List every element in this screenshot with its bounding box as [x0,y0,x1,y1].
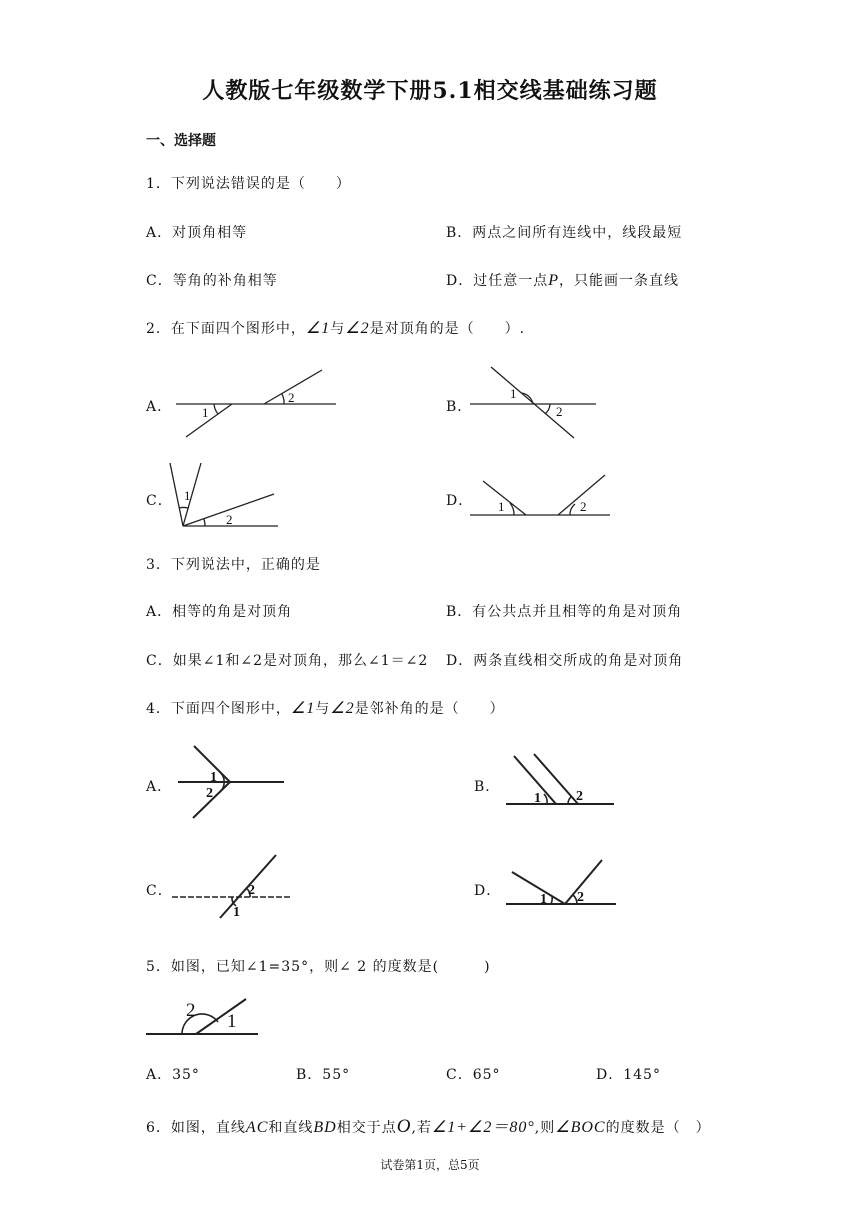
question-3-stem: 3．下列说法中，正确的是 [146,557,321,573]
section-heading: 一、选择题 [146,133,216,149]
q4-option-c[interactable]: C． [146,883,173,899]
q3-option-d[interactable]: D．两条直线相交所成的角是对顶角 [446,653,684,669]
q2b-label-1: 1 [510,386,517,401]
q6-p3: 相交于点 [336,1120,397,1136]
q2-angle-2: ∠2 [345,320,370,337]
q6-line-bd: BD [313,1119,337,1136]
q2a-label-1: 1 [202,405,209,420]
question-1-stem: 1．下列说法错误的是（ ） [146,176,351,192]
q5-option-a[interactable]: A．35° [146,1067,200,1083]
q4b-label-2: 2 [576,789,583,804]
q4c-label-2: 2 [248,883,255,898]
q2-option-a[interactable]: A． [146,399,173,415]
q2d-label-1: 1 [498,499,505,514]
q4b-label-1: 1 [534,791,541,806]
q1-option-d[interactable] [446,270,679,290]
q4a-label-1: 1 [210,770,217,785]
q6-p6: 的度数是（ ） [605,1120,711,1136]
q2-angle-1: ∠1 [305,320,331,337]
q4-option-a[interactable]: A． [146,779,173,795]
q2-option-c[interactable]: C． [146,493,173,509]
q2c-label-2: 2 [226,512,233,527]
q2-stem-post: 是对顶角的是（ ）. [369,321,526,337]
question-2-stem [146,318,525,338]
q4-angle-1: ∠1 [290,700,316,717]
page-footer: 试卷第1页，总5页 [380,1158,480,1172]
q4c-label-1: 1 [233,905,240,920]
q5-label-2: 2 [186,1000,196,1021]
q4a-label-2: 2 [206,786,213,801]
q3-option-a[interactable]: A．相等的角是对顶角 [146,604,293,620]
q1-d-pre: D．过任意一点 [446,273,549,289]
q2-stem-mid: 与 [330,321,346,337]
q5-label-1: 1 [227,1011,237,1032]
q4-stem-pre: 4．下面四个图形中， [146,701,291,717]
q3-option-c[interactable]: C．如果∠1和∠2是对顶角，那么∠1＝∠2 [146,653,429,669]
q1-d-var: P [548,272,560,289]
q4-option-d[interactable]: D． [474,883,502,899]
q2-option-b[interactable]: B． [446,399,473,415]
q6-p2: 和直线 [268,1120,314,1136]
question-6-stem [146,1114,711,1138]
q2c-label-1: 1 [184,488,191,503]
q6-p5: ,则 [534,1120,556,1136]
q2a-label-2: 2 [288,390,295,405]
q2-option-d[interactable]: D． [446,493,474,509]
q1-option-a[interactable]: A．对顶角相等 [146,225,248,241]
q5-option-c[interactable]: C．65° [446,1067,501,1083]
q2-stem-pre: 2．在下面四个图形中， [146,321,306,337]
q4-stem-post: 是邻补角的是（ ） [354,701,505,717]
question-5-stem: 5．如图，已知∠1=35°，则∠ 2 的度数是( ) [146,959,491,975]
q1-option-c[interactable]: C．等角的补角相等 [146,273,278,289]
page-title: 人教版七年级数学下册5.1相交线基础练习题 [202,78,658,104]
q5-option-d[interactable]: D．145° [596,1067,661,1083]
q4-option-b[interactable]: B． [474,779,501,795]
q1-option-b[interactable]: B．两点之间所有连线中，线段最短 [446,225,683,241]
q6-angle-boc: ∠BOC [555,1119,606,1136]
q6-p4: ,若 [411,1120,432,1136]
q6-p1: 6．如图，直线 [146,1120,246,1136]
q1-d-post: ，只能画一条直线 [559,273,680,289]
q3-option-b[interactable]: B．有公共点并且相等的角是对顶角 [446,604,683,620]
q6-point-o: O [396,1116,412,1137]
q2d-label-2: 2 [580,499,587,514]
q6-equation: ∠1+∠2＝80° [431,1119,535,1136]
question-4-stem [146,698,505,718]
q4d-label-2: 2 [577,890,584,905]
q6-line-ac: AC [245,1119,269,1136]
q4-stem-mid: 与 [315,701,331,717]
q4-angle-2: ∠2 [330,700,355,717]
q5-option-b[interactable]: B．55° [296,1067,351,1083]
q2b-label-2: 2 [556,404,563,419]
q4d-label-1: 1 [540,892,547,907]
